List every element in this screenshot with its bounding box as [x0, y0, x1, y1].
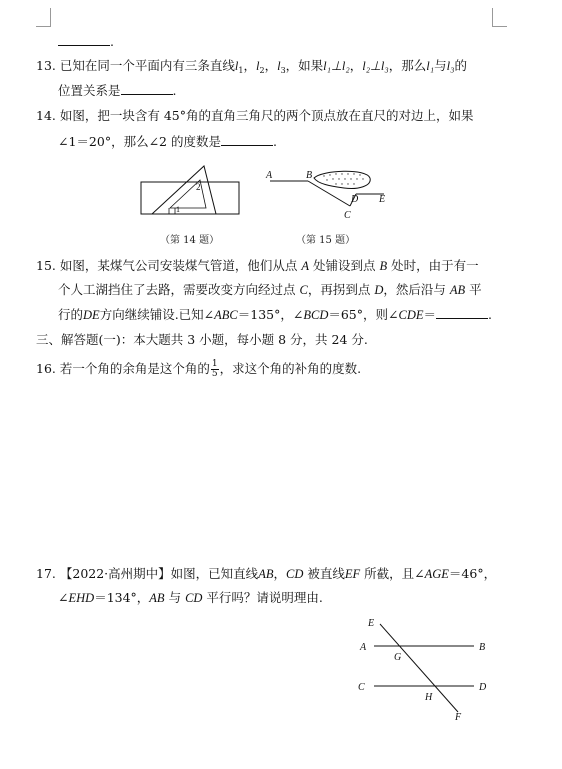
point-label-H: H — [425, 692, 433, 703]
answer-blank[interactable] — [121, 82, 173, 95]
point-label-F: F — [455, 712, 462, 723]
ruler — [141, 182, 239, 214]
q15-line-3: 行的DE方向继续铺设.已知∠ABC＝135°，∠BCD＝65°，则∠CDE＝ . — [58, 307, 492, 322]
lake-dots — [323, 173, 363, 184]
q15-line-1: 15. 如图，某煤气公司安装煤气管道，他们从点 A 处铺设到点 B 处时，由于有一 — [36, 258, 479, 273]
answer-blank[interactable] — [58, 33, 110, 46]
figure-14-ruler-triangle — [138, 164, 248, 222]
q15-line-2: 个人工湖挡住了去路，需要改变方向经过点 C，再拐到点 D，然后沿与 AB 平 — [58, 282, 482, 297]
figure-15-pipe-route — [262, 166, 392, 222]
point-label-B: B — [479, 642, 486, 653]
figure-15-caption: （第 15 题） — [296, 235, 356, 246]
figure-14-caption: （第 14 题） — [160, 235, 220, 246]
answer-blank[interactable] — [436, 306, 488, 319]
point-label-D: D — [479, 682, 487, 693]
point-label-G: G — [394, 652, 402, 663]
set-square-outer — [152, 166, 216, 214]
q14-line-2: ∠1＝20°，那么∠2 的度数是 . — [58, 134, 277, 149]
answer-blank[interactable] — [221, 133, 273, 146]
point-label-A: A — [360, 642, 367, 653]
segment-BC — [308, 181, 350, 206]
point-label-E: E — [379, 194, 386, 205]
point-label-D: D — [351, 194, 359, 205]
q16-answer-space[interactable] — [58, 390, 528, 550]
angle-label-1: 1 — [176, 205, 180, 214]
question-number: 17. — [36, 566, 56, 581]
q17-line-2: ∠EHD＝134°，AB 与 CD 平行吗？请说明理由. — [58, 590, 323, 605]
point-label-A: A — [266, 170, 273, 181]
point-label-C: C — [344, 210, 351, 221]
point-label-C: C — [358, 682, 365, 693]
angle-label-2: 2 — [196, 182, 201, 192]
set-square-inner — [170, 180, 206, 208]
crop-mark-top-right — [492, 8, 507, 27]
q17-line-1: 17. 【2022·高州期中】如图，已知直线AB，CD 被直线EF 所截，且∠AGE＝46°， — [36, 566, 497, 581]
q13-line-2: 位置关系是 . — [58, 83, 177, 98]
q16-line-1: 16. 若一个角的余角是这个角的 $\frac{1}{5}$ ，求这个角的补角的度数. — [36, 359, 362, 379]
q13-line-1: 13. 已知在同一个平面内有三条直线$l_1$，$l_2$，$l_3$，如果l₁⊥l₂，l₂⊥l₃，那么l₁与l₃的 — [36, 58, 467, 75]
question-number: 16. — [36, 361, 56, 376]
crop-mark-top-left — [36, 8, 51, 27]
section-3-heading: 三、解答题(一)：本大题共 3 小题，每小题 8 分，共 24 分. — [36, 332, 368, 347]
q12-answer-line: . — [58, 33, 114, 50]
point-label-B: B — [306, 170, 313, 181]
question-number: 15. — [36, 258, 56, 273]
question-number: 14. — [36, 108, 56, 123]
transversal-EF — [380, 624, 458, 712]
question-number: 13. — [36, 58, 56, 73]
point-label-E: E — [368, 618, 375, 629]
figure-17-parallel-lines — [352, 614, 502, 724]
source-tag: 【2022·高州期中】 — [59, 566, 171, 581]
fraction-one-fifth: $\frac{1}{5}$ — [211, 359, 218, 379]
q14-line-1: 14. 如图，把一块含有 45°角的直角三角尺的两个顶点放在直尺的对边上，如果 — [36, 108, 474, 123]
